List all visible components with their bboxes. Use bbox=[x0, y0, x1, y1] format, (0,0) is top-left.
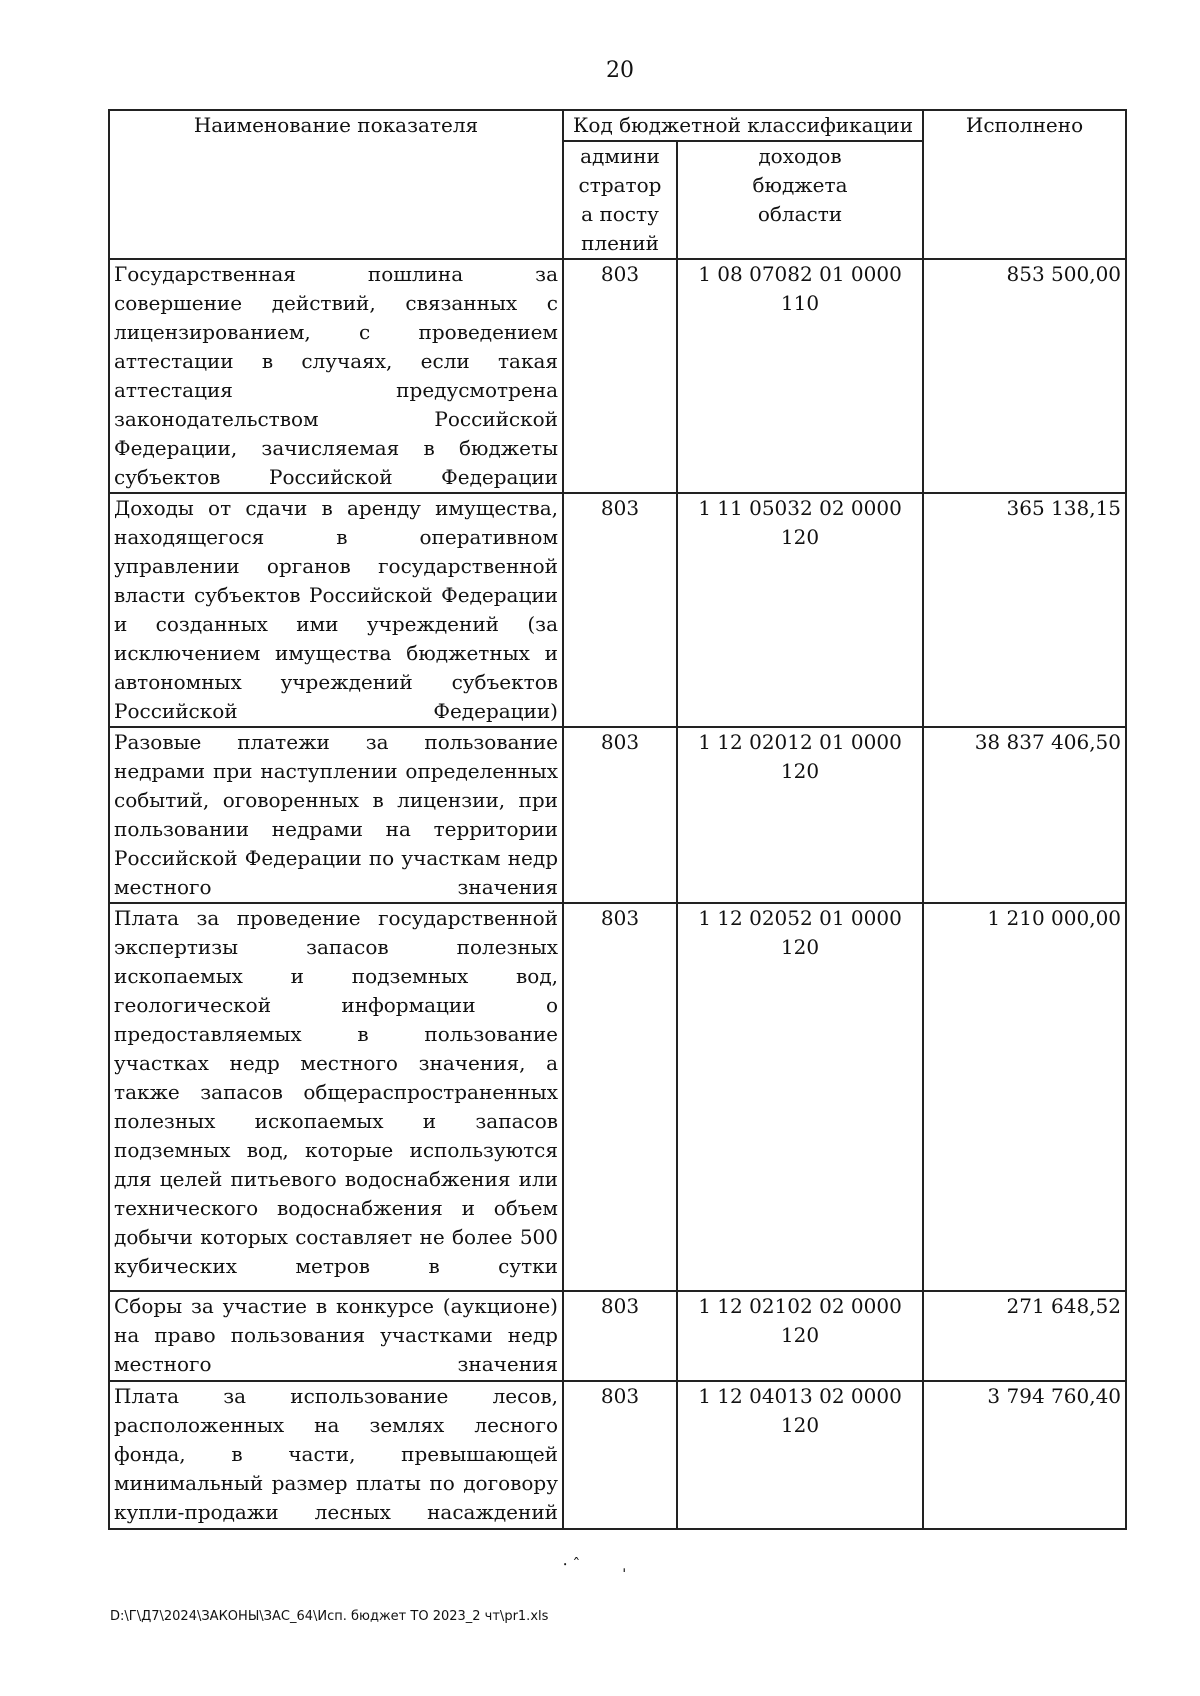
header-executed: Исполнено bbox=[923, 110, 1126, 259]
table-body bbox=[109, 259, 1126, 1529]
row-admin-code: 803 bbox=[563, 259, 677, 493]
row-name: Плата за проведение государственной экспертизы запасов полезных ископаемых и подземных вод, геологической информации о предоставляемых в пользование участках недр местного значения, а также запасов общераспространенных полезных ископаемых и запасов подземных вод, которые используются для целей питьевого водоснабжения или технического водоснабжения и объем добычи которых составляет не более 500 кубических метров в сутки bbox=[109, 903, 563, 1291]
row-amount: 1 210 000,00 bbox=[923, 903, 1126, 1291]
table-row bbox=[109, 259, 1126, 493]
row-admin-code: 803 bbox=[563, 903, 677, 1291]
scan-mark: ⸱ ˆ bbox=[563, 1555, 581, 1574]
table-row bbox=[109, 903, 1126, 1291]
row-amount: 271 648,52 bbox=[923, 1291, 1126, 1381]
header-income bbox=[677, 141, 923, 259]
table-header bbox=[109, 110, 1126, 259]
row-admin-code: 803 bbox=[563, 1381, 677, 1529]
row-income-code: 1 12 02102 02 0000 120 bbox=[677, 1291, 923, 1381]
row-income-code: 1 12 04013 02 0000 120 bbox=[677, 1381, 923, 1529]
row-amount: 853 500,00 bbox=[923, 259, 1126, 493]
row-name: Разовые платежи за пользование недрами при наступлении определенных событий, оговоренных в лицензии, при пользовании недрами на территории Российской Федерации по участкам недр местного значения bbox=[109, 727, 563, 903]
header-admin-text: администратора поступлений bbox=[578, 144, 662, 255]
row-name: Сборы за участие в конкурсе (аукционе) на право пользования участками недр местного значения bbox=[109, 1291, 563, 1381]
row-amount: 38 837 406,50 bbox=[923, 727, 1126, 903]
row-income-code: 1 08 07082 01 0000 110 bbox=[677, 259, 923, 493]
row-name: Плата за использование лесов, расположенных на землях лесного фонда, в части, превышающей минимальный размер платы по договору купли-продажи лесных насаждений bbox=[109, 1381, 563, 1529]
table-row bbox=[109, 1291, 1126, 1381]
header-income-text: доходов бюджета области bbox=[752, 144, 848, 226]
row-admin-code: 803 bbox=[563, 493, 677, 727]
scan-mark: ˌ bbox=[622, 1555, 627, 1574]
table-row bbox=[109, 493, 1126, 727]
page-number: 20 bbox=[606, 58, 634, 83]
budget-table bbox=[108, 109, 1127, 1530]
row-admin-code: 803 bbox=[563, 727, 677, 903]
header-code-group: Код бюджетной классификации bbox=[563, 110, 923, 141]
row-income-code: 1 12 02012 01 0000 120 bbox=[677, 727, 923, 903]
row-amount: 3 794 760,40 bbox=[923, 1381, 1126, 1529]
row-income-code: 1 12 02052 01 0000 120 bbox=[677, 903, 923, 1291]
header-name: Наименование показателя bbox=[109, 110, 563, 259]
table-row bbox=[109, 727, 1126, 903]
row-name: Доходы от сдачи в аренду имущества, находящегося в оперативном управлении органов государственной власти субъектов Российской Федерации и созданных ими учреждений (за исключением имущества бюджетных и автономных учреждений субъектов Российской Федерации) bbox=[109, 493, 563, 727]
footer-file-path: D:\Г\Д7\2024\ЗАКОНЫ\ЗАС_64\Исп. бюджет ТО 2023_2 чт\pr1.xls bbox=[110, 1609, 549, 1624]
row-name: Государственная пошлина за совершение действий, связанных с лицензированием, с проведением аттестации в случаях, если такая аттестация предусмотрена законодательством Российской Федерации, зачисляемая в бюджеты субъектов Российской Федерации bbox=[109, 259, 563, 493]
row-amount: 365 138,15 bbox=[923, 493, 1126, 727]
row-income-code: 1 11 05032 02 0000 120 bbox=[677, 493, 923, 727]
header-admin bbox=[563, 141, 677, 259]
table-row bbox=[109, 1381, 1126, 1529]
row-admin-code: 803 bbox=[563, 1291, 677, 1381]
